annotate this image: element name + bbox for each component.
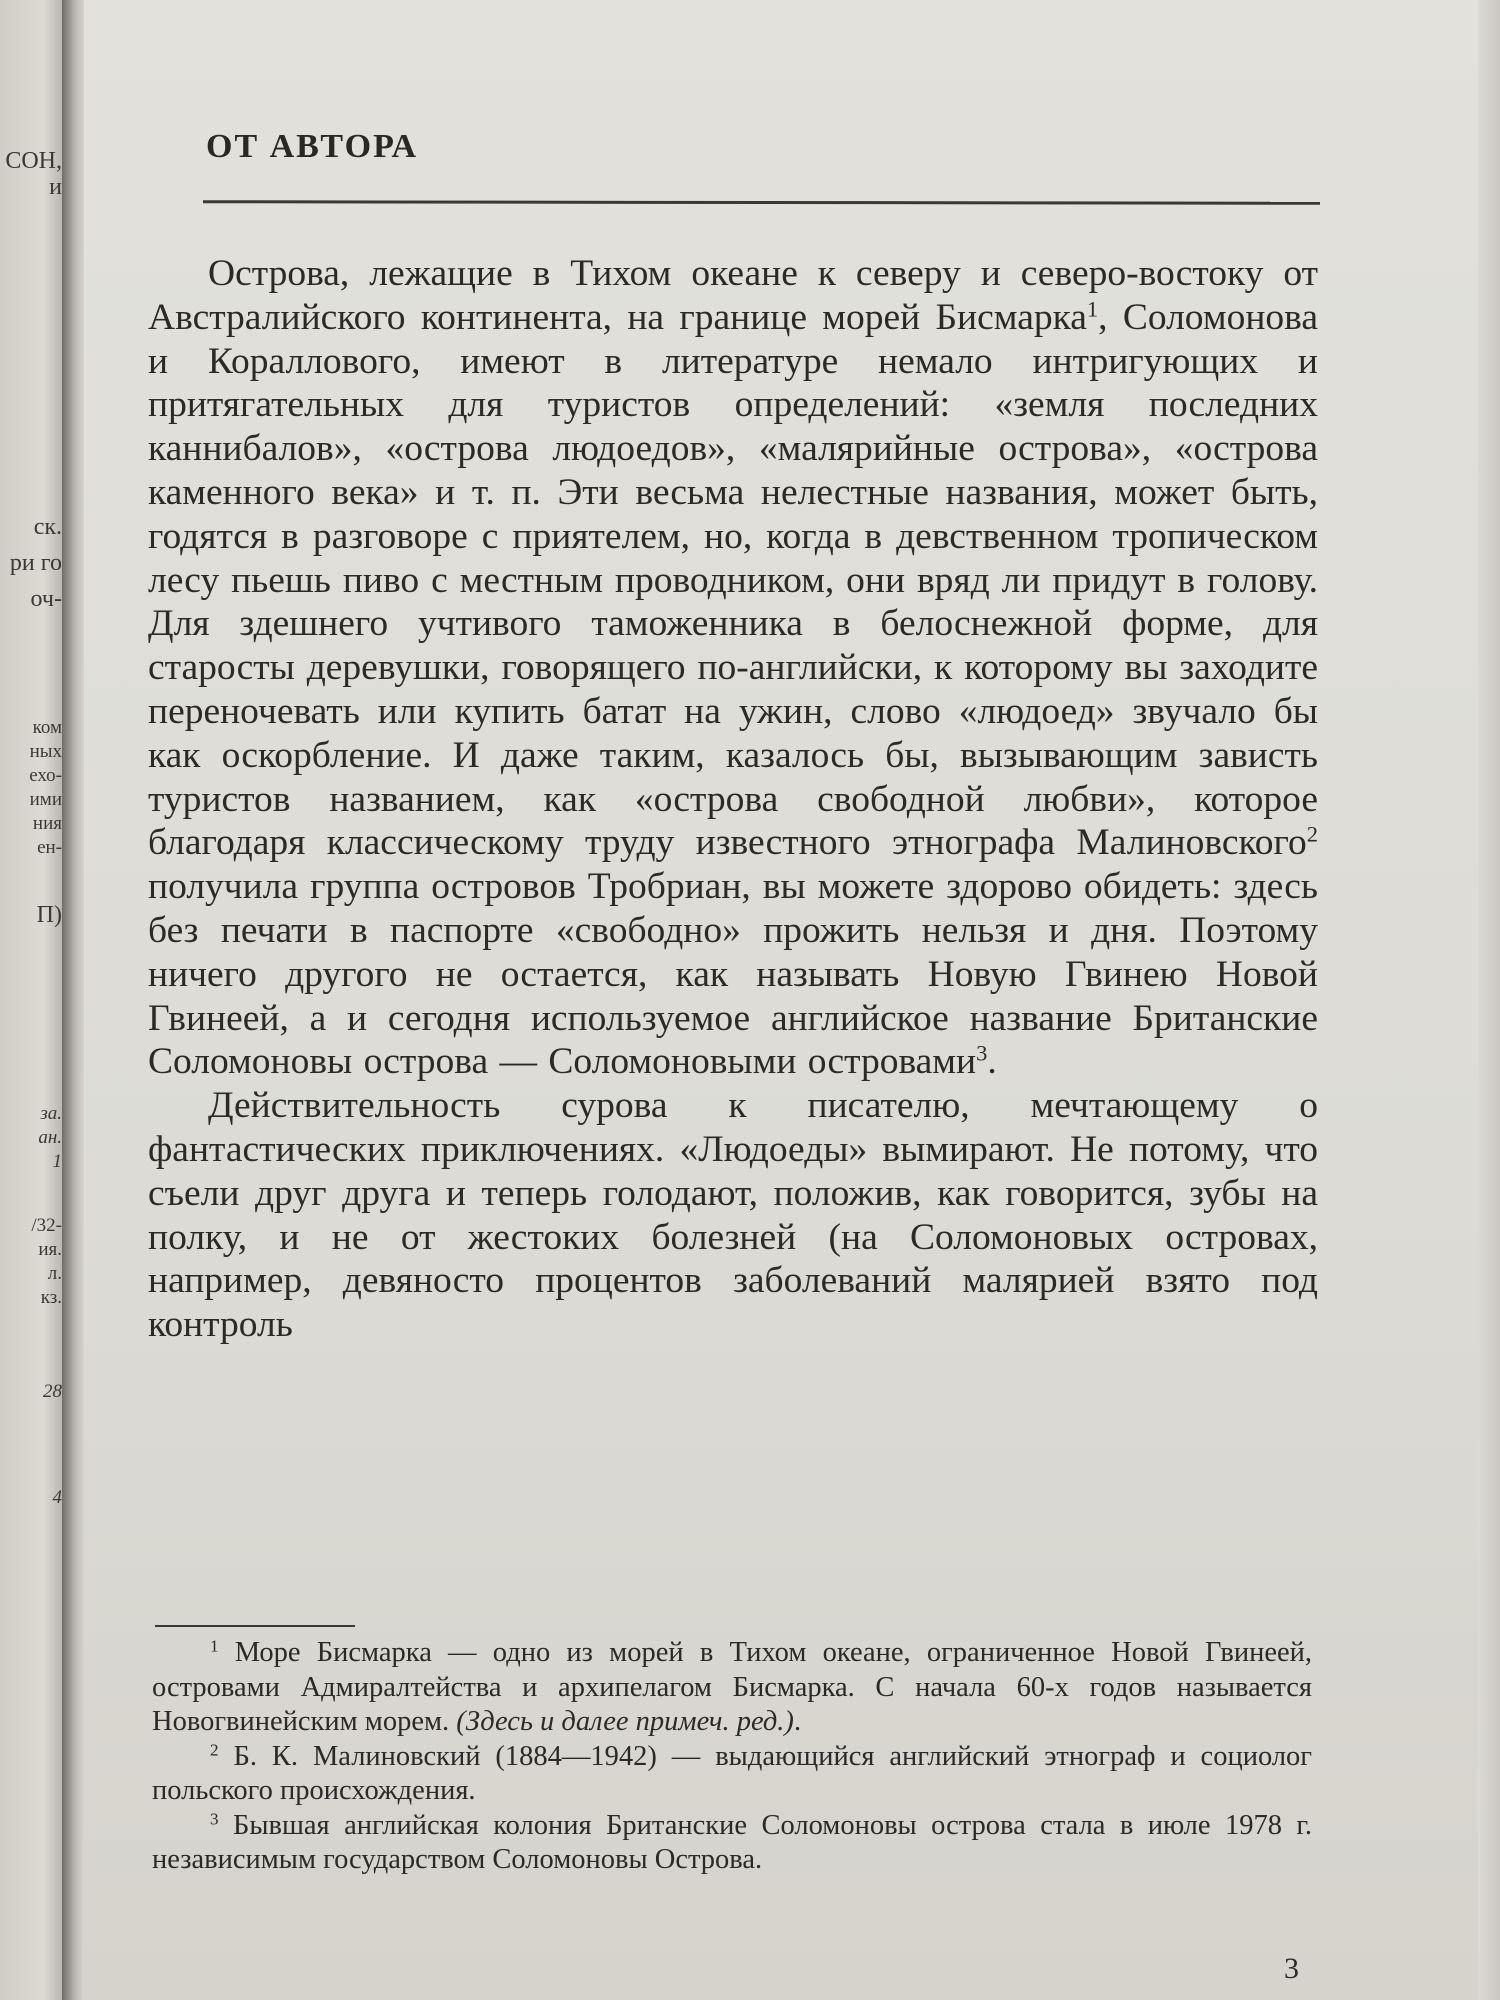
left-page-fragment: л. [47,1263,62,1284]
text-run: , Соломонова и Кораллового, имеют в литературе немало интригующих и притягательных для туристов определений: «земля последних каннибалов», «острова людоедов», «малярийные острова», «острова каменного века» и т. п. Эти весьма нелестные названия, может быть, годятся в разговоре с приятелем, но, когда в девственном тропическом лесу пьешь пиво с местным проводником, они вряд ли придут в голову. Для здешнего учтивого таможенника в белоснежной форме, для старосты деревушки, говорящего по-английски, к которому вы заходите переночевать или купить батат на ужин, слово «людоед» звучало бы как оскорбление. И даже таким, казалось бы, вызывающим зависть туристов названием, как «острова свободной любви», которое благодаря классическому труду известного этнографа Малиновского [148,296,1318,864]
paragraph [148,252,1318,1084]
left-page-fragment: и [49,174,62,200]
footnote-ref: 3 [210,1809,219,1829]
left-page-fragment: за. [40,1103,62,1124]
left-page-fragment: ния [32,813,62,834]
footnote [152,1740,1312,1809]
text-run: получила группа островов Тробриан, вы можете здорово обидеть: здесь без печати в паспорте «свободно» прожить нельзя и дня. Поэтому ничего другого не остается, как называть Новую Гвинею Новой Гвинеей, а и сегодня используемое английское название Британские Соломоновы острова — Соломоновыми островами [148,866,1318,1083]
left-page-fragment: 1 [52,1151,62,1172]
text-run: Действительность сурова к писателю, мечтающему о фантастических приключениях. «Людоеды» вымирают. Не потому, что съели друг друга и теперь голодают, положив, как говорится, зубы на полку, и не от жестоких болезней (на Соломоновых островах, например, девяносто процентов заболеваний малярией взято под контроль [148,1085,1318,1346]
footnote-ref: 2 [210,1740,219,1760]
left-page-fragment: ри го [9,550,62,576]
book-gutter [62,0,84,2000]
left-page-fragment: 4 [52,1487,62,1508]
footnote-ref: 3 [976,1040,988,1066]
left-page-fragment: ан. [38,1127,62,1148]
footnote [152,1809,1312,1878]
text-run: Море Бисмарка — одно из морей в Тихом океане, ограниченное Новой Гвинеей, островами Адмиралтейства и архипелагом Бисмарка. С начала 60-х годов называется Новогвинейским морем. [152,1637,1312,1737]
left-page-fragment: ими [29,789,62,810]
footnote [152,1636,1312,1740]
text-run: Бывшая английская колония Британские Соломоновы острова стала в июле 1978 г. независимым государством Соломоновы Острова. [152,1809,1312,1875]
main-text [148,252,1318,1347]
footnote-ref: 2 [1306,821,1318,847]
left-page-fragment: оч- [30,586,62,612]
paragraph [148,1084,1318,1347]
left-page-fragment: 28 [43,1381,62,1402]
footnote-rule [155,1625,355,1627]
text-run: . [987,1041,997,1083]
left-page-fragment: ск. [33,514,62,540]
text-run: . [793,1706,802,1737]
left-page-fragment: ия. [38,1239,62,1260]
page-edge [1478,0,1500,2000]
text-run: Б. К. Малиновский (1884—1942) — выдающийся английский этнограф и социолог польского происхождения. [152,1740,1312,1806]
footnotes [152,1636,1312,1878]
left-page-fragment: ных [29,741,62,762]
left-page-fragment: кз. [40,1287,62,1308]
chapter-heading: ОТ АВТОРА [206,128,419,165]
left-page-margin [0,0,62,2000]
text-run: Острова, лежащие в Тихом океане к северу и северо-востоку от Австралийского континента, на границе морей Бисмарка [148,253,1318,338]
left-page-fragment: П) [36,902,62,928]
left-page-fragment: ехо- [29,765,62,786]
footnote-ref: 1 [210,1636,219,1656]
editor-note: (Здесь и далее примеч. ред.) [456,1706,794,1737]
left-page-fragment: ен- [37,837,62,858]
footnote-ref: 1 [1086,296,1099,322]
left-page-fragment: ком [32,717,62,738]
left-page-fragment: СОН, [5,148,62,174]
page-number: 3 [1284,1952,1299,1985]
left-page-fragment: /32- [31,1215,62,1236]
